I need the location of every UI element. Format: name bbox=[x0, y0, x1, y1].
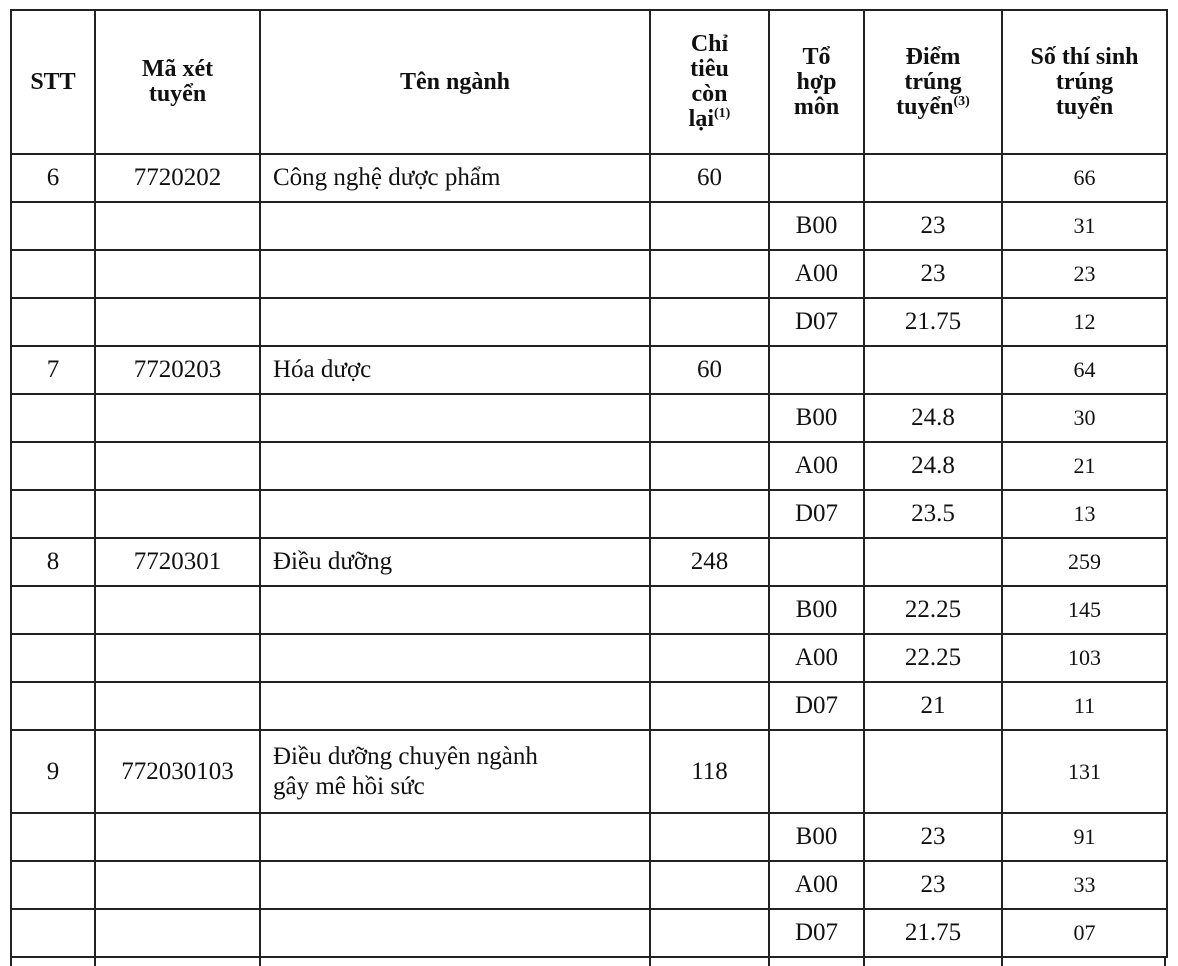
cell-chi-tieu bbox=[650, 909, 769, 957]
cell-diem bbox=[864, 538, 1002, 586]
cell-stt bbox=[11, 394, 95, 442]
cell-ma-xet-tuyen bbox=[95, 298, 260, 346]
cell-so-thi-sinh: 31 bbox=[1002, 202, 1167, 250]
cell-to-hop: D07 bbox=[769, 490, 864, 538]
cell-chi-tieu bbox=[650, 442, 769, 490]
cell-so-thi-sinh: 145 bbox=[1002, 586, 1167, 634]
cell-ten-nganh bbox=[260, 202, 650, 250]
cell-diem: 23.5 bbox=[864, 490, 1002, 538]
cell-ma-xet-tuyen bbox=[95, 634, 260, 682]
header-ma-xet-tuyen: Mã xét tuyển bbox=[95, 10, 260, 154]
cell-ten-nganh bbox=[260, 682, 650, 730]
cell-to-hop: B00 bbox=[769, 394, 864, 442]
major-name-line: Điều dưỡng chuyên ngành bbox=[273, 742, 538, 770]
table-row bbox=[11, 298, 1167, 346]
header-ten-nganh: Tên ngành bbox=[260, 10, 650, 154]
cell-stt bbox=[11, 202, 95, 250]
cell-chi-tieu bbox=[650, 634, 769, 682]
cell-ten-nganh bbox=[260, 490, 650, 538]
cell-chi-tieu bbox=[650, 298, 769, 346]
cell-so-thi-sinh: 64 bbox=[1002, 346, 1167, 394]
table-row bbox=[11, 682, 1167, 730]
cell-stt: 7 bbox=[11, 346, 95, 394]
cell-ten-nganh bbox=[260, 909, 650, 957]
cell-ma-xet-tuyen: 7720203 bbox=[95, 346, 260, 394]
cell-diem: 23 bbox=[864, 861, 1002, 909]
cell-ten-nganh bbox=[260, 538, 650, 586]
table-row bbox=[11, 861, 1167, 909]
cell-to-hop bbox=[769, 346, 864, 394]
cell-to-hop: A00 bbox=[769, 442, 864, 490]
cell-to-hop: D07 bbox=[769, 909, 864, 957]
cell-ma-xet-tuyen bbox=[95, 682, 260, 730]
cell-stt: 8 bbox=[11, 538, 95, 586]
cell-so-thi-sinh: 23 bbox=[1002, 250, 1167, 298]
header-row bbox=[11, 10, 1167, 154]
cell-stt bbox=[11, 909, 95, 957]
admission-table bbox=[10, 9, 1168, 958]
cell-ten-nganh bbox=[260, 442, 650, 490]
table-row bbox=[11, 394, 1167, 442]
cell-diem: 21 bbox=[864, 682, 1002, 730]
cell-so-thi-sinh: 30 bbox=[1002, 394, 1167, 442]
cell-stt bbox=[11, 682, 95, 730]
cell-chi-tieu: 118 bbox=[650, 730, 769, 813]
cell-chi-tieu: 60 bbox=[650, 346, 769, 394]
cell-diem: 21.75 bbox=[864, 909, 1002, 957]
cell-ten-nganh bbox=[260, 154, 650, 202]
table-row bbox=[11, 250, 1167, 298]
major-name-line: Hóa dược bbox=[273, 356, 372, 383]
header-to-hop: Tổ hợp môn bbox=[769, 10, 864, 154]
cell-diem: 21.75 bbox=[864, 298, 1002, 346]
cell-diem: 23 bbox=[864, 250, 1002, 298]
cell-so-thi-sinh: 103 bbox=[1002, 634, 1167, 682]
cell-stt bbox=[11, 298, 95, 346]
cell-ma-xet-tuyen bbox=[95, 586, 260, 634]
table-row bbox=[11, 813, 1167, 861]
cell-to-hop: D07 bbox=[769, 298, 864, 346]
cell-ma-xet-tuyen bbox=[95, 394, 260, 442]
cell-ten-nganh bbox=[260, 634, 650, 682]
cell-chi-tieu bbox=[650, 202, 769, 250]
cell-ma-xet-tuyen: 7720202 bbox=[95, 154, 260, 202]
cell-diem: 23 bbox=[864, 202, 1002, 250]
table-row bbox=[11, 490, 1167, 538]
cell-diem: 24.8 bbox=[864, 394, 1002, 442]
cell-to-hop bbox=[769, 154, 864, 202]
major-name-line: Công nghệ dược phẩm bbox=[273, 164, 501, 191]
cell-so-thi-sinh: 259 bbox=[1002, 538, 1167, 586]
cell-chi-tieu bbox=[650, 682, 769, 730]
table-row bbox=[11, 154, 1167, 202]
table-continuation-edge bbox=[10, 958, 1166, 966]
cell-chi-tieu bbox=[650, 490, 769, 538]
table-row bbox=[11, 538, 1167, 586]
cell-to-hop: B00 bbox=[769, 813, 864, 861]
cell-so-thi-sinh: 91 bbox=[1002, 813, 1167, 861]
cell-to-hop: D07 bbox=[769, 682, 864, 730]
cell-so-thi-sinh: 11 bbox=[1002, 682, 1167, 730]
header-chi-tieu: Chỉ tiêu còn lại$^{(1)}$ bbox=[650, 10, 769, 154]
cell-ma-xet-tuyen bbox=[95, 861, 260, 909]
cell-diem: 22.25 bbox=[864, 586, 1002, 634]
cell-to-hop: A00 bbox=[769, 634, 864, 682]
cell-so-thi-sinh: 33 bbox=[1002, 861, 1167, 909]
cell-so-thi-sinh: 21 bbox=[1002, 442, 1167, 490]
cell-chi-tieu bbox=[650, 394, 769, 442]
cell-stt bbox=[11, 634, 95, 682]
table-row bbox=[11, 442, 1167, 490]
cell-diem bbox=[864, 346, 1002, 394]
cell-stt bbox=[11, 813, 95, 861]
major-name-line: gây mê hồi sức bbox=[273, 772, 425, 800]
header-diem: Điểm trúng tuyển$^{(3)}$ bbox=[864, 10, 1002, 154]
table-row bbox=[11, 346, 1167, 394]
cell-to-hop: B00 bbox=[769, 586, 864, 634]
cell-ma-xet-tuyen bbox=[95, 909, 260, 957]
major-name-line: Điều dưỡng bbox=[273, 548, 393, 575]
table-row bbox=[11, 634, 1167, 682]
cell-stt: 9 bbox=[11, 730, 95, 813]
cell-diem bbox=[864, 730, 1002, 813]
cell-chi-tieu: 60 bbox=[650, 154, 769, 202]
cell-ten-nganh bbox=[260, 861, 650, 909]
cell-so-thi-sinh: 66 bbox=[1002, 154, 1167, 202]
cell-stt bbox=[11, 250, 95, 298]
footnote-1: (1) bbox=[714, 106, 731, 121]
cell-diem: 23 bbox=[864, 813, 1002, 861]
cell-ma-xet-tuyen bbox=[95, 250, 260, 298]
cell-ten-nganh bbox=[260, 586, 650, 634]
table-row bbox=[11, 730, 1167, 813]
cell-ten-nganh bbox=[260, 346, 650, 394]
table-body bbox=[11, 154, 1167, 957]
cell-diem: 24.8 bbox=[864, 442, 1002, 490]
header-stt: STT bbox=[11, 10, 95, 154]
cell-so-thi-sinh: 07 bbox=[1002, 909, 1167, 957]
cell-to-hop: A00 bbox=[769, 861, 864, 909]
cell-stt bbox=[11, 586, 95, 634]
cell-ten-nganh bbox=[260, 730, 650, 813]
cell-to-hop bbox=[769, 730, 864, 813]
cell-diem bbox=[864, 154, 1002, 202]
cell-ten-nganh bbox=[260, 813, 650, 861]
cell-ten-nganh bbox=[260, 394, 650, 442]
header-so-thi-sinh: Số thí sinh trúng tuyển bbox=[1002, 10, 1167, 154]
cell-stt bbox=[11, 490, 95, 538]
cell-ma-xet-tuyen bbox=[95, 490, 260, 538]
cell-ma-xet-tuyen: 7720301 bbox=[95, 538, 260, 586]
cell-ma-xet-tuyen bbox=[95, 813, 260, 861]
cell-ma-xet-tuyen bbox=[95, 442, 260, 490]
cell-chi-tieu bbox=[650, 861, 769, 909]
cell-so-thi-sinh: 131 bbox=[1002, 730, 1167, 813]
table-row bbox=[11, 202, 1167, 250]
table-row bbox=[11, 586, 1167, 634]
cell-chi-tieu bbox=[650, 586, 769, 634]
cell-chi-tieu bbox=[650, 250, 769, 298]
cell-ma-xet-tuyen: 772030103 bbox=[95, 730, 260, 813]
cell-diem: 22.25 bbox=[864, 634, 1002, 682]
cell-so-thi-sinh: 12 bbox=[1002, 298, 1167, 346]
cell-to-hop: B00 bbox=[769, 202, 864, 250]
cell-stt bbox=[11, 442, 95, 490]
footnote-3: (3) bbox=[953, 93, 970, 109]
cell-ma-xet-tuyen bbox=[95, 202, 260, 250]
cell-stt: 6 bbox=[11, 154, 95, 202]
cell-so-thi-sinh: 13 bbox=[1002, 490, 1167, 538]
table-row bbox=[11, 909, 1167, 957]
cell-chi-tieu: 248 bbox=[650, 538, 769, 586]
cell-chi-tieu bbox=[650, 813, 769, 861]
cell-stt bbox=[11, 861, 95, 909]
cell-ten-nganh bbox=[260, 298, 650, 346]
cell-to-hop bbox=[769, 538, 864, 586]
cell-to-hop: A00 bbox=[769, 250, 864, 298]
cell-ten-nganh bbox=[260, 250, 650, 298]
